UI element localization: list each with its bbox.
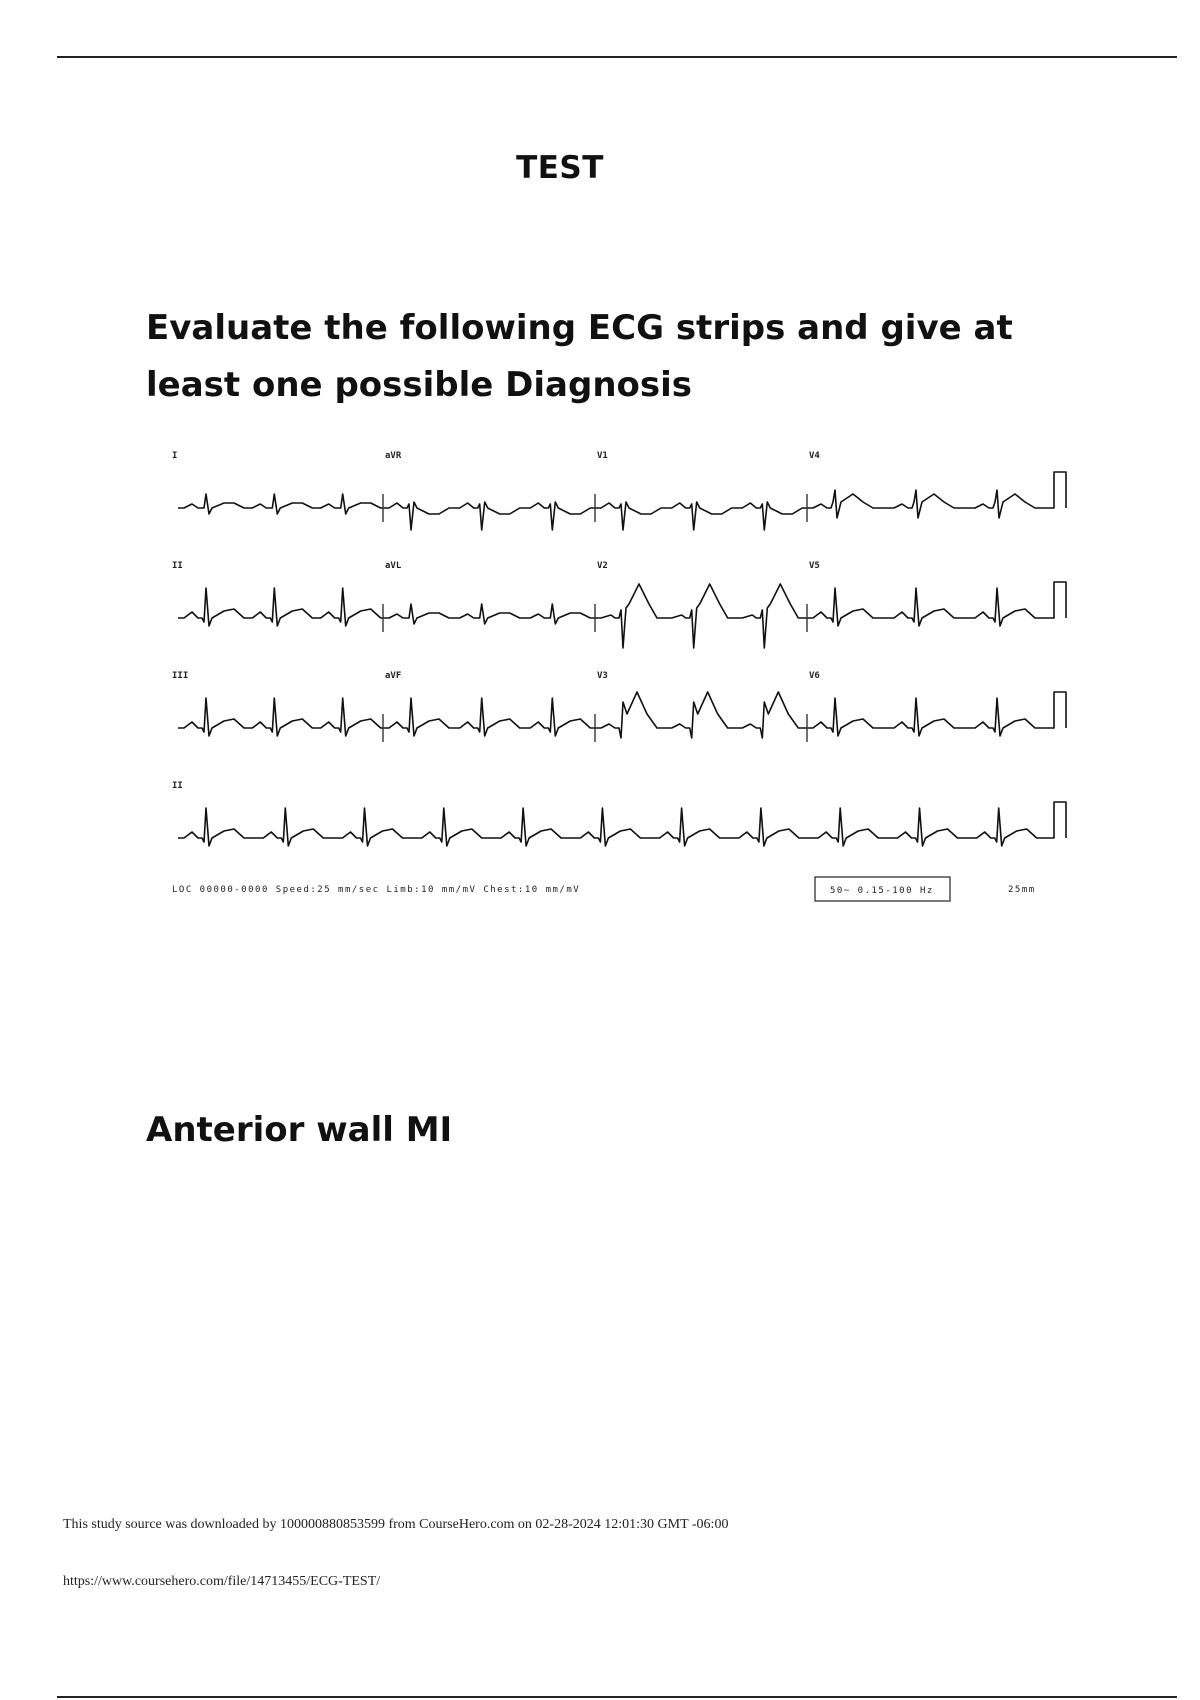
ecg-lead-label: V5 xyxy=(809,561,820,571)
ecg-calibration-pulse xyxy=(1050,802,1066,838)
ecg-lead-label: V2 xyxy=(597,561,608,571)
ecg-lead-label: aVL xyxy=(385,561,402,571)
ecg-footer-scale: 25mm xyxy=(1008,885,1036,895)
bottom-rule xyxy=(57,1696,1177,1698)
ecg-lead-labels xyxy=(172,451,820,791)
ecg-lead-label: V4 xyxy=(809,451,820,461)
ecg-calibration-pulse xyxy=(1050,692,1066,728)
ecg-traces xyxy=(178,472,1066,846)
source-url: https://www.coursehero.com/file/14713455/ECG-TEST/ xyxy=(63,1574,381,1589)
ecg-lead-label: V6 xyxy=(809,671,820,681)
ecg-trace xyxy=(178,490,1050,530)
ecg-lead-label: aVR xyxy=(385,451,402,461)
source-download-note: This study source was downloaded by 100000880853599 from CourseHero.com on 02-28-2024 12:01:30 GMT -06:00 xyxy=(63,1517,729,1532)
ecg-lead-label: III xyxy=(172,671,189,681)
ecg-lead-label: V1 xyxy=(597,451,608,461)
answer-text: Anterior wall MI xyxy=(146,1110,453,1150)
ecg-calibration-pulse xyxy=(1050,472,1066,508)
top-rule xyxy=(57,56,1177,58)
ecg-lead-label: V3 xyxy=(597,671,608,681)
ecg-footer-filter: 50~ 0.15-100 Hz xyxy=(830,886,934,896)
ecg-figure xyxy=(170,440,1070,920)
ecg-footer-settings: LOC 00000-0000 Speed:25 mm/sec Limb:10 mm/mV Chest:10 mm/mV xyxy=(172,885,581,895)
ecg-trace xyxy=(178,692,1050,738)
ecg-footer xyxy=(172,877,1036,901)
ecg-trace xyxy=(178,808,1050,846)
page-title: TEST xyxy=(516,150,604,186)
question-text: Evaluate the following ECG strips and give at least one possible Diagnosis xyxy=(146,308,1013,405)
ecg-lead-label: I xyxy=(172,451,178,461)
ecg-lead-label: II xyxy=(172,561,183,571)
ecg-lead-label: II xyxy=(172,781,183,791)
ecg-calibration-pulse xyxy=(1050,582,1066,618)
ecg-trace xyxy=(178,584,1050,648)
ecg-lead-label: aVF xyxy=(385,671,402,681)
